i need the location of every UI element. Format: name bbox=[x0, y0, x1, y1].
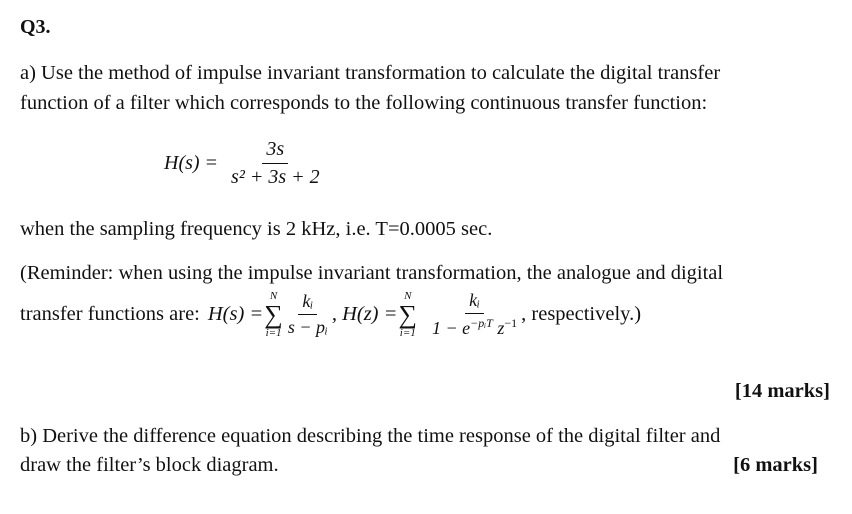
analogue-fraction bbox=[284, 291, 332, 338]
transfer-function-equation bbox=[164, 138, 324, 189]
reminder-line-1: (Reminder: when using the impulse invariant transformation, the analogue and digital bbox=[20, 262, 724, 284]
digital-numerator: kᵢ bbox=[465, 290, 484, 314]
analogue-denominator: s − pᵢ bbox=[287, 317, 328, 337]
part-b-marks: [6 marks] bbox=[733, 454, 818, 476]
equation-lhs: H(s) = bbox=[164, 152, 219, 174]
part-a-text-line-2: function of a filter which corresponds to the following continuous transfer function: bbox=[20, 92, 708, 114]
equation-numerator: 3s bbox=[262, 138, 288, 164]
reminder-hs: H(s) = bbox=[207, 303, 264, 325]
sum-lower-limit: i=1 bbox=[265, 326, 282, 339]
sum-lower-limit: i=1 bbox=[399, 326, 416, 339]
sum-upper-limit: N bbox=[269, 289, 278, 302]
sum-symbol-analogue: N ∑ i=1 bbox=[264, 289, 283, 339]
analogue-numerator: kᵢ bbox=[298, 291, 317, 315]
part-a-marks: [14 marks] bbox=[734, 380, 830, 402]
reminder-prefix: transfer functions are: bbox=[20, 303, 200, 325]
equation-denominator: s² + 3s + 2 bbox=[231, 166, 320, 188]
reminder-suffix: , respectively.) bbox=[521, 303, 642, 325]
reminder-hz: , H(z) = bbox=[331, 303, 398, 325]
sum-upper-limit: N bbox=[404, 289, 412, 302]
digital-fraction bbox=[428, 290, 521, 339]
equation-fraction bbox=[227, 138, 324, 189]
sum-symbol-digital: N ∑ i=1 bbox=[398, 289, 418, 339]
digital-denominator: $1 - e^{-pᵢT}$ $z^{-1}$ bbox=[432, 316, 518, 338]
part-b-text-line-2: draw the filter’s block diagram. bbox=[20, 454, 279, 476]
part-a-text-line-1: a) Use the method of impulse invariant transformation to calculate the digital transfer bbox=[20, 62, 721, 84]
question-number: Q3. bbox=[20, 16, 51, 38]
sampling-frequency-text: when the sampling frequency is 2 kHz, i.e. T=0.0005 sec. bbox=[20, 218, 493, 240]
reminder-formula-line bbox=[20, 290, 641, 339]
part-b-text-line-1: b) Derive the difference equation describing the time response of the digital filter and bbox=[20, 425, 721, 447]
